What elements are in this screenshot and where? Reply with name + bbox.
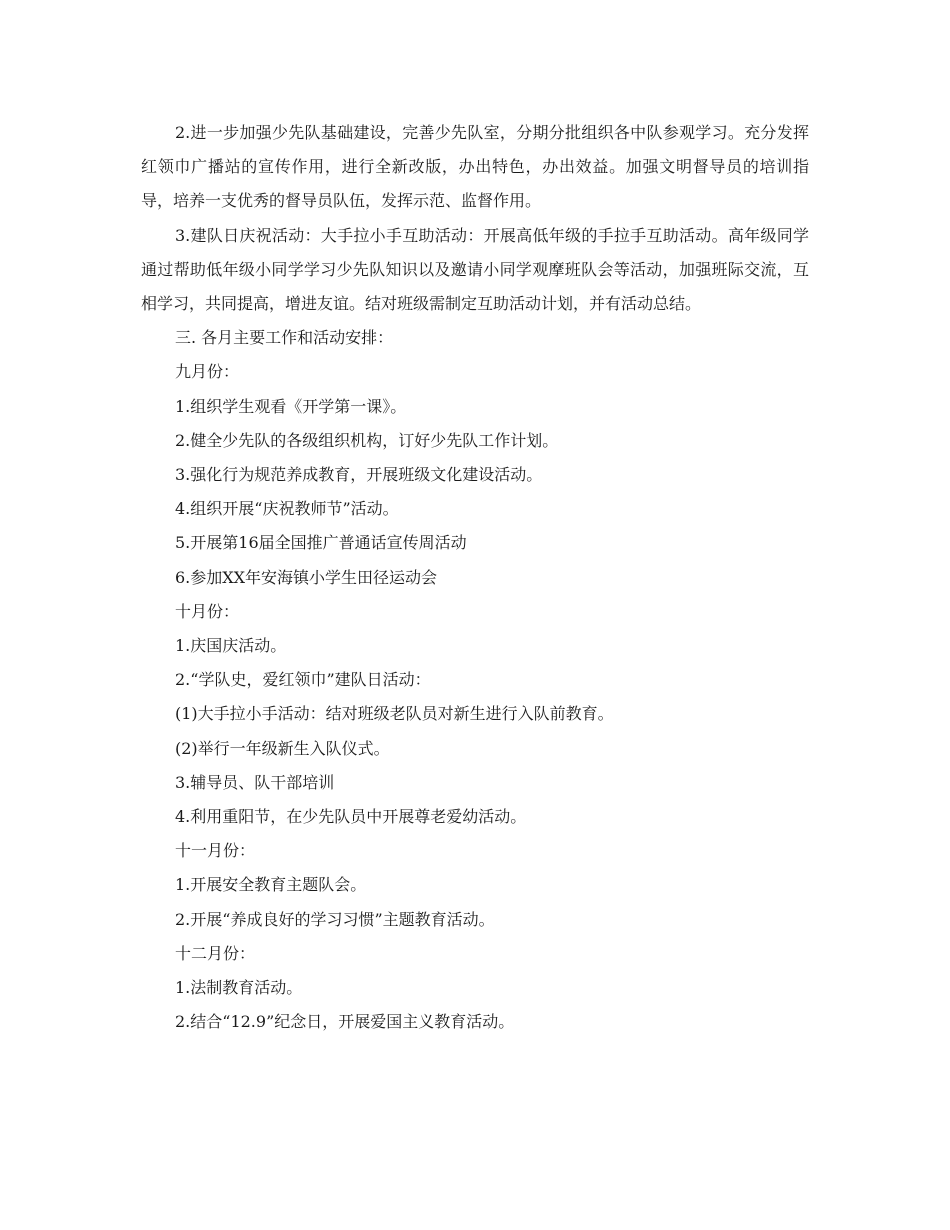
paragraph-basic-construction: 2.进一步加强少先队基础建设，完善少先队室，分期分批组织各中队参观学习。充分发挥红领巾广播站的宣传作用，进行全新改版，办出特色，办出效益。加强文明督导员的培训指导，培养一支优秀的督导员队伍，发挥示范、监督作用。 <box>141 123 809 211</box>
list-item: 5.开展第16届全国推广普通话宣传周活动 <box>175 533 467 553</box>
list-item: 1.开展安全教育主题队会。 <box>175 875 367 895</box>
month-heading-december: 十二月份： <box>175 943 256 963</box>
list-item: 3.强化行为规范养成教育，开展班级文化建设活动。 <box>175 465 543 485</box>
month-heading-september: 九月份： <box>175 362 240 382</box>
month-heading-october: 十月份： <box>175 601 240 621</box>
list-item: 4.利用重阳节，在少先队员中开展尊老爱幼活动。 <box>175 807 527 827</box>
list-item: 3.辅导员、队干部培训 <box>175 772 335 792</box>
list-item: 1.法制教育活动。 <box>175 978 303 998</box>
list-item: 2.“学队史，爱红领巾”建队日活动： <box>175 670 431 690</box>
list-item: 6.参加XX年安海镇小学生田径运动会 <box>175 567 438 587</box>
list-item: 2.开展“养成良好的学习习惯”主题教育活动。 <box>175 909 495 929</box>
section-heading-monthly-plan: 三. 各月主要工作和活动安排： <box>175 328 394 348</box>
list-sub-item: (1)大手拉小手活动：结对班级老队员对新生进行入队前教育。 <box>175 704 614 724</box>
list-item: 1.庆国庆活动。 <box>175 636 287 656</box>
list-item: 2.结合“12.9”纪念日，开展爱国主义教育活动。 <box>175 1012 515 1032</box>
month-heading-november: 十一月份： <box>175 841 256 861</box>
paragraph-team-day-celebration: 3.建队日庆祝活动：大手拉小手互助活动：开展高低年级的手拉手互助活动。高年级同学通过帮助低年级小同学学习少先队知识以及邀请小同学观摩班队会等活动，加强班际交流，互相学习，共同提高，增进友谊。结对班级需制定互助活动计划，并有活动总结。 <box>141 225 809 314</box>
list-item: 2.健全少先队的各级组织机构，订好少先队工作计划。 <box>175 430 559 450</box>
list-sub-item: (2)举行一年级新生入队仪式。 <box>175 738 390 758</box>
list-item: 4.组织开展“庆祝教师节”活动。 <box>175 499 399 519</box>
document-body <box>141 116 809 1039</box>
list-item: 1.组织学生观看《开学第一课》。 <box>175 396 407 416</box>
